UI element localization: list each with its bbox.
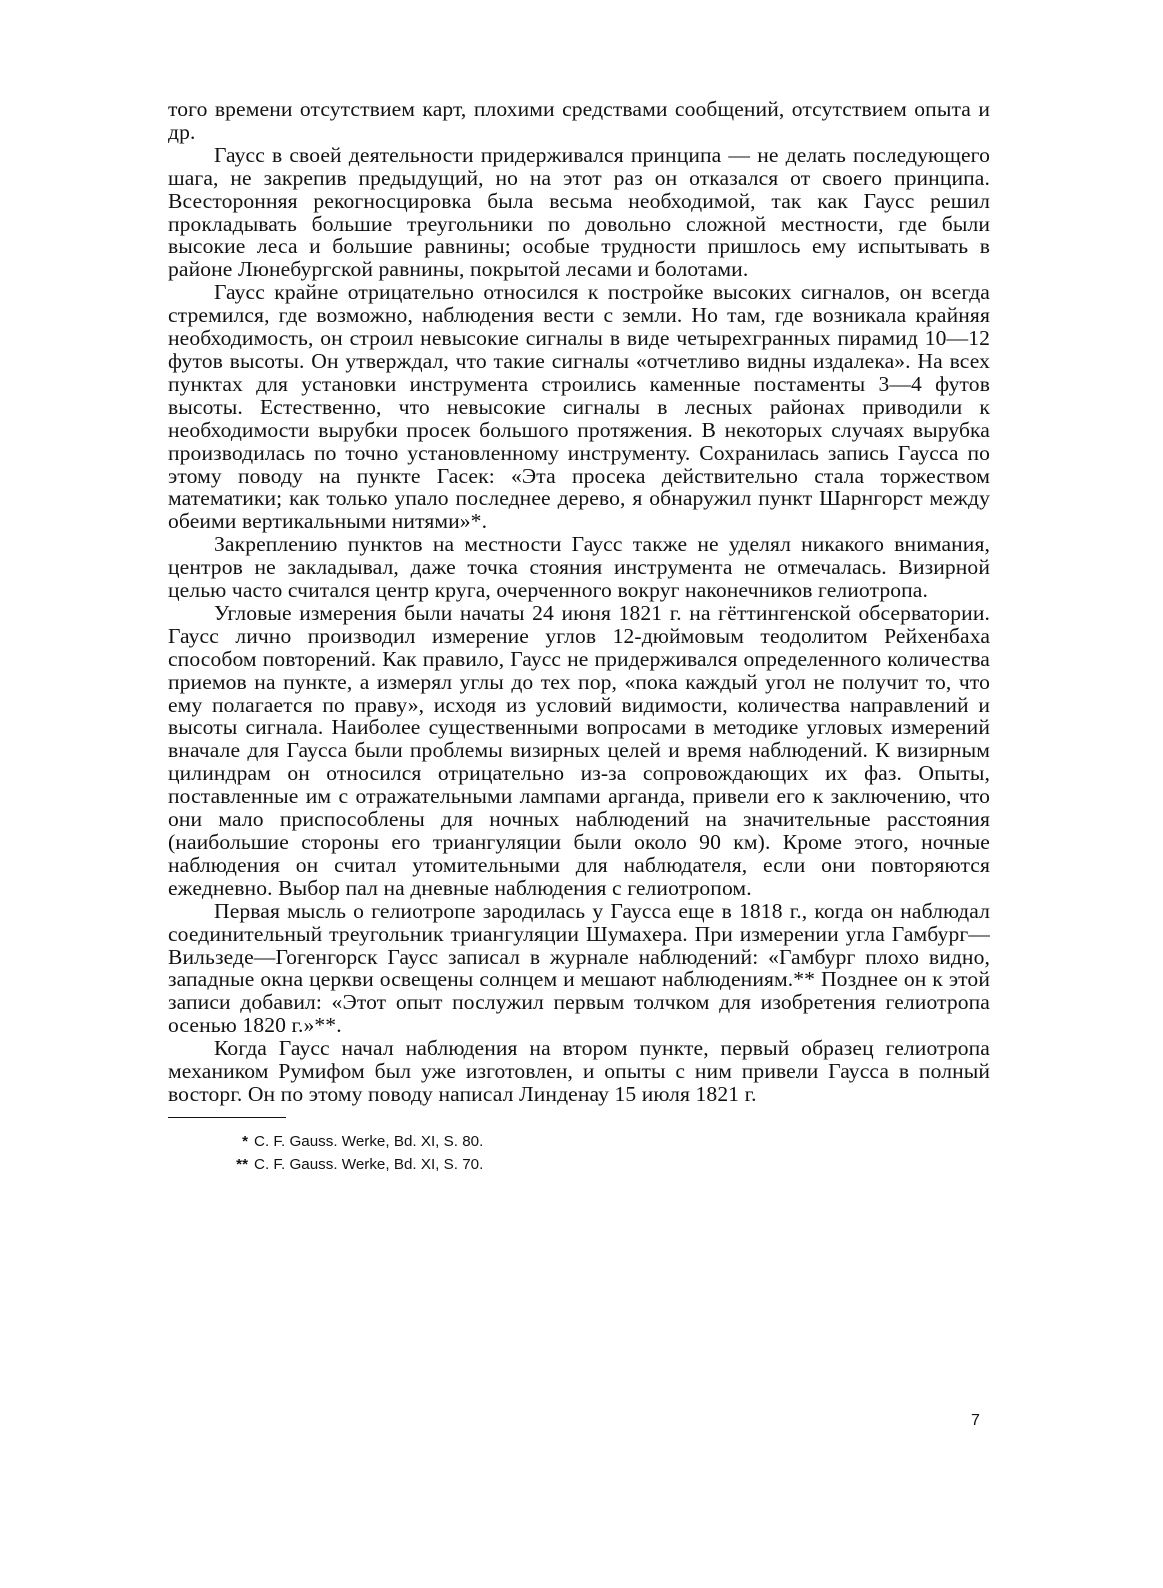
footnote-2 <box>210 1153 990 1176</box>
paragraph-1: того времени отсутствием карт, плохими средствами сообщений, отсутствием опыта и др. <box>168 97 990 144</box>
footnote-1-mark: * <box>242 1132 248 1150</box>
main-text <box>168 98 990 1106</box>
footnote-1 <box>210 1130 990 1153</box>
paragraph-4: Закреплению пунктов на местности Гаусс также не уделял никакого внимания, центров не закладывал, даже точка стояния инструмента не отмечалась. Визирной целью часто считался центр круга, очерченного вокруг наконечников гелиотропа. <box>168 532 990 603</box>
footnote-2-text: C. F. Gauss. Werke, Bd. XI, S. 70. <box>254 1155 484 1173</box>
book-page <box>168 98 990 1558</box>
paragraph-2: Гаусс в своей деятельности придерживался принципа — не делать последующего шага, не закрепив предыдущий, но на этот раз он отказался от своего принципа. Всесторонняя рекогносцировка была весьма необходимой, так как Гаусс решил прокладывать большие треугольники по довольно сложной местности, где были высокие леса и большие равнины; особые трудности пришлось ему испытывать в районе Люнебургской равнины, покрытой лесами и болотами. <box>168 142 990 282</box>
footnote-2-mark: ** <box>236 1155 248 1173</box>
footnote-divider <box>168 1117 286 1118</box>
footnotes <box>168 1130 990 1176</box>
paragraph-3: Гаусс крайне отрицательно относился к постройке высоких сигналов, он всегда стремился, где возможно, наблюдения вести с земли. Но там, где возникала крайняя необходимость, он строил невысокие сигналы в виде четырехгранных пирамид 10—12 футов высоты. Он утверждал, что такие сигналы «отчетливо видны издалека». На всех пунктах для установки инструмента строились каменные постаменты 3—4 футов высоты. Естественно, что невысокие сигналы в лесных районах приводили к необходимости вырубки просек большого протяжения. В некоторых случаях вырубка производилась по точно установленному инструменту. Сохранилась запись Гаусса по этому поводу на пункте Гасек: «Эта просека действительно стала торжеством математики; как только упало последнее дерево, я обнаружил пункт Шарнгорст между обеими вертикальными нитями»*. <box>168 280 990 534</box>
paragraph-5: Угловые измерения были начаты 24 июня 1821 г. на гёттингенской обсерватории. Гаусс лично производил измерение углов 12-дюймовым теодолитом Рейхенбаха способом повторений. Как правило, Гаусс не придерживался определенного количества приемов на пункте, а измерял углы до тех пор, «пока каждый угол не получит то, что ему полагается по праву», исходя из условий видимости, количества направлений и высоты сигнала. Наиболее существенными вопросами в методике угловых измерений вначале для Гаусса были проблемы визирных целей и время наблюдений. К визирным цилиндрам он относился отрицательно из-за сопровождающих их фаз. Опыты, поставленные им с отражательными лампами арганда, привели его к заключению, что они мало приспособлены для ночных наблюдений на значительные расстояния (наибольшие стороны его триангуляции были около 90 км). Кроме этого, ночные наблюдения он считал утомительными для наблюдателя, если они повторяются ежедневно. Выбор пал на дневные наблюдения с гелиотропом. <box>168 600 990 900</box>
paragraph-6: Первая мысль о гелиотропе зародилась у Гаусса еще в 1818 г., когда он наблюдал соединительный треугольник триангуляции Шумахера. При измерении угла Гамбург—Вильзеде—Гогенгорск Гаусс записал в журнале наблюдений: «Гамбург плохо видно, западные окна церкви освещены солнцем и мешают наблюдениям.** Позднее он к этой записи добавил: «Этот опыт послужил первым толчком для изобретения гелиотропа осенью 1820 г.»**. <box>168 898 990 1038</box>
paragraph-7: Когда Гаусс начал наблюдения на втором пункте, первый образец гелиотропа механиком Румифом был уже изготовлен, и опыты с ним привели Гаусса в полный восторг. Он по этому поводу написал Линденау 15 июля 1821 г. <box>168 1036 990 1106</box>
footnote-1-text: C. F. Gauss. Werke, Bd. XI, S. 80. <box>254 1132 484 1150</box>
page-number: 7 <box>971 1412 980 1429</box>
